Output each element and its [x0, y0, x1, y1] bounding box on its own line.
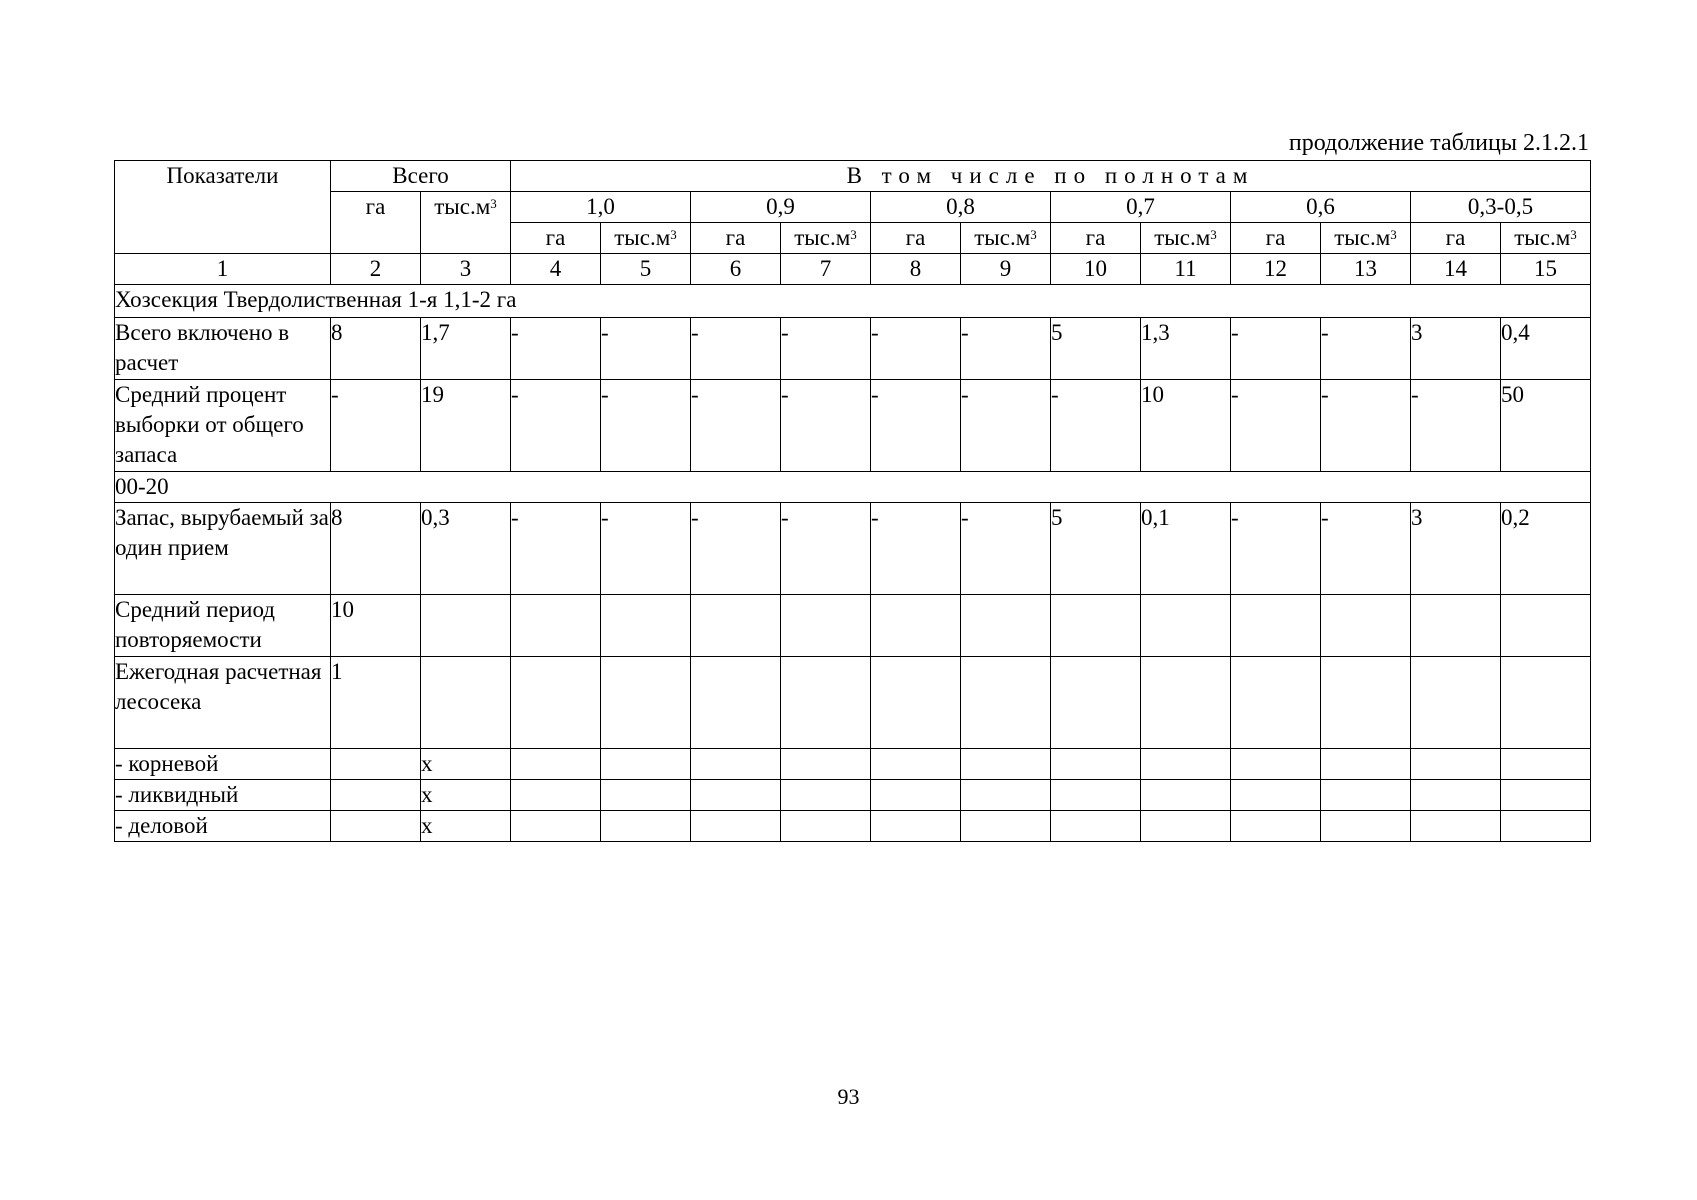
- table-cell: [1051, 657, 1141, 749]
- table-cell: [961, 780, 1051, 811]
- header-unit-volume: [1501, 223, 1591, 254]
- table-cell: -: [691, 318, 781, 380]
- table-cell: [1501, 657, 1591, 749]
- header-total-volume: [421, 192, 511, 254]
- table-cell: [601, 657, 691, 749]
- table-cell: [1051, 811, 1141, 842]
- table-cell: -: [781, 380, 871, 472]
- table-cell: -: [691, 380, 781, 472]
- table-cell: [1231, 749, 1321, 780]
- header-unit-volume: [961, 223, 1051, 254]
- table-cell: 10: [331, 595, 421, 657]
- table-cell: [601, 780, 691, 811]
- column-number: 6: [691, 254, 781, 285]
- table-cell: [421, 657, 511, 749]
- table-cell: 3: [1411, 503, 1501, 595]
- unit-label: тыс.м: [974, 225, 1031, 250]
- unit-superscript: 3: [670, 227, 677, 242]
- table-cell: 0,2: [1501, 503, 1591, 595]
- table-cell: [871, 657, 961, 749]
- row-label: Средний период повторяемости: [115, 595, 331, 657]
- column-number: 4: [511, 254, 601, 285]
- header-density: 1,0: [511, 192, 691, 223]
- table-cell: 1,3: [1141, 318, 1231, 380]
- table-cell: [1501, 749, 1591, 780]
- table-caption: продолжение таблицы 2.1.2.1: [1288, 130, 1589, 156]
- table-cell: [691, 595, 781, 657]
- table-cell: х: [421, 811, 511, 842]
- header-density: 0,6: [1231, 192, 1411, 223]
- row-label: Всего включено в расчет: [115, 318, 331, 380]
- column-number: 5: [601, 254, 691, 285]
- table-cell: [871, 780, 961, 811]
- unit-label: тыс.м: [614, 225, 671, 250]
- header-unit-ha: га: [871, 223, 961, 254]
- row-label: Средний процент выборки от общего запаса: [115, 380, 331, 472]
- row-label: - деловой: [115, 811, 331, 842]
- table-cell: [1321, 780, 1411, 811]
- header-unit-ha: га: [691, 223, 781, 254]
- table-cell: [961, 595, 1051, 657]
- table-cell: 0,4: [1501, 318, 1591, 380]
- table-cell: [961, 657, 1051, 749]
- table-cell: [781, 780, 871, 811]
- unit-superscript: 3: [490, 196, 497, 211]
- unit-superscript: 3: [1570, 227, 1577, 242]
- table-cell: [1411, 749, 1501, 780]
- header-by-density: В том числе по полнотам: [511, 161, 1591, 192]
- table-cell: [601, 749, 691, 780]
- table-cell: [1411, 657, 1501, 749]
- header-total-ha: га: [331, 192, 421, 254]
- header-unit-volume: [1141, 223, 1231, 254]
- column-number: 10: [1051, 254, 1141, 285]
- data-table: [114, 160, 1591, 842]
- header-density: 0,8: [871, 192, 1051, 223]
- table-row: [115, 318, 1591, 380]
- page-number: 93: [837, 1084, 860, 1109]
- table-cell: [421, 595, 511, 657]
- column-number: 13: [1321, 254, 1411, 285]
- unit-label: тыс.м: [1154, 225, 1211, 250]
- unit-label: тыс.м: [794, 225, 851, 250]
- table-cell: [691, 657, 781, 749]
- table-cell: -: [601, 380, 691, 472]
- table-cell: [1231, 811, 1321, 842]
- table-cell: х: [421, 780, 511, 811]
- table-cell: -: [511, 380, 601, 472]
- table-cell: 19: [421, 380, 511, 472]
- table-cell: [871, 749, 961, 780]
- table-cell: [511, 780, 601, 811]
- table-cell: [1231, 780, 1321, 811]
- table-cell: [871, 811, 961, 842]
- table-cell: [871, 595, 961, 657]
- table-cell: [601, 595, 691, 657]
- section-heading: 00-20: [115, 472, 1591, 503]
- table-cell: [511, 657, 601, 749]
- table-cell: -: [961, 503, 1051, 595]
- column-number: 1: [115, 254, 331, 285]
- table-cell: [1321, 811, 1411, 842]
- table-cell: [1141, 811, 1231, 842]
- table-row: [115, 503, 1591, 595]
- table-cell: [1141, 749, 1231, 780]
- table-cell: -: [871, 380, 961, 472]
- header-unit-ha: га: [1231, 223, 1321, 254]
- table-cell: 50: [1501, 380, 1591, 472]
- table-cell: 0,1: [1141, 503, 1231, 595]
- table-cell: -: [1051, 380, 1141, 472]
- table-cell: -: [601, 318, 691, 380]
- table-cell: [1501, 595, 1591, 657]
- header-density: 0,3-0,5: [1411, 192, 1591, 223]
- table-cell: [1141, 595, 1231, 657]
- header-unit-volume: [601, 223, 691, 254]
- table-row: [115, 595, 1591, 657]
- table-cell: 8: [331, 318, 421, 380]
- table-cell: -: [601, 503, 691, 595]
- table-cell: [1231, 657, 1321, 749]
- table-cell: [1321, 595, 1411, 657]
- column-number: 9: [961, 254, 1051, 285]
- table-cell: [1051, 595, 1141, 657]
- table-cell: [511, 749, 601, 780]
- row-label: - ликвидный: [115, 780, 331, 811]
- table-cell: [961, 749, 1051, 780]
- table-cell: 3: [1411, 318, 1501, 380]
- table-cell: -: [1231, 503, 1321, 595]
- table-cell: 8: [331, 503, 421, 595]
- table-cell: -: [1321, 380, 1411, 472]
- section-heading: Хозсекция Твердолиственная 1-я 1,1-2 га: [115, 285, 1591, 318]
- column-number: 14: [1411, 254, 1501, 285]
- table-cell: [781, 811, 871, 842]
- table-cell: [331, 811, 421, 842]
- table-cell: [1321, 749, 1411, 780]
- column-number: 2: [331, 254, 421, 285]
- table-cell: -: [781, 318, 871, 380]
- table-cell: [331, 749, 421, 780]
- table-cell: [1231, 595, 1321, 657]
- column-number: 11: [1141, 254, 1231, 285]
- table-cell: 5: [1051, 503, 1141, 595]
- column-number: 12: [1231, 254, 1321, 285]
- header-indicators: Показатели: [115, 161, 331, 254]
- row-label: - корневой: [115, 749, 331, 780]
- header-unit-volume: [1321, 223, 1411, 254]
- table-cell: [331, 780, 421, 811]
- table-cell: -: [331, 380, 421, 472]
- table-cell: -: [871, 318, 961, 380]
- table-cell: [691, 780, 781, 811]
- row-label: Запас, вырубаемый за один прием: [115, 503, 331, 595]
- table-cell: -: [1231, 318, 1321, 380]
- table-cell: -: [871, 503, 961, 595]
- table-cell: [1501, 811, 1591, 842]
- table-cell: -: [511, 503, 601, 595]
- table-cell: [781, 749, 871, 780]
- table-cell: 0,3: [421, 503, 511, 595]
- column-number: 3: [421, 254, 511, 285]
- table-cell: 1,7: [421, 318, 511, 380]
- table-cell: -: [961, 380, 1051, 472]
- table-cell: [1141, 657, 1231, 749]
- table-cell: [1321, 657, 1411, 749]
- column-number: 8: [871, 254, 961, 285]
- table-cell: х: [421, 749, 511, 780]
- table-cell: -: [1231, 380, 1321, 472]
- table-row: [115, 657, 1591, 749]
- unit-label: тыс.м: [1334, 225, 1391, 250]
- table-cell: [961, 811, 1051, 842]
- table-cell: [691, 749, 781, 780]
- table-cell: [691, 811, 781, 842]
- table-row: [115, 380, 1591, 472]
- header-density: 0,7: [1051, 192, 1231, 223]
- table-cell: [781, 657, 871, 749]
- unit-superscript: 3: [1210, 227, 1217, 242]
- table-cell: [601, 811, 691, 842]
- table-cell: [1411, 595, 1501, 657]
- table-cell: [781, 595, 871, 657]
- table-cell: [511, 595, 601, 657]
- header-unit-ha: га: [1411, 223, 1501, 254]
- unit-superscript: 3: [1030, 227, 1037, 242]
- table-cell: [511, 811, 601, 842]
- column-number: 15: [1501, 254, 1591, 285]
- table-cell: 10: [1141, 380, 1231, 472]
- unit-label: тыс.м: [1514, 225, 1571, 250]
- row-label: Ежегодная расчетная лесосека: [115, 657, 331, 749]
- column-number: 7: [781, 254, 871, 285]
- table-cell: -: [1321, 503, 1411, 595]
- table-cell: [1051, 749, 1141, 780]
- header-total: Всего: [331, 161, 511, 192]
- table-cell: [1051, 780, 1141, 811]
- unit-superscript: 3: [1390, 227, 1397, 242]
- table-cell: -: [961, 318, 1051, 380]
- header-unit-ha: га: [1051, 223, 1141, 254]
- table-cell: [1411, 780, 1501, 811]
- table-cell: -: [691, 503, 781, 595]
- header-unit-ha: га: [511, 223, 601, 254]
- table-cell: [1411, 811, 1501, 842]
- header-density: 0,9: [691, 192, 871, 223]
- table-cell: -: [511, 318, 601, 380]
- unit-label: тыс.м: [434, 194, 491, 219]
- table-cell: 1: [331, 657, 421, 749]
- table-row: [115, 780, 1591, 811]
- table-row: [115, 749, 1591, 780]
- table-cell: 5: [1051, 318, 1141, 380]
- header-unit-volume: [781, 223, 871, 254]
- table-cell: [1141, 780, 1231, 811]
- table-cell: -: [781, 503, 871, 595]
- table-cell: [1501, 780, 1591, 811]
- unit-superscript: 3: [850, 227, 857, 242]
- table-cell: -: [1321, 318, 1411, 380]
- table-row: [115, 811, 1591, 842]
- table-cell: -: [1411, 380, 1501, 472]
